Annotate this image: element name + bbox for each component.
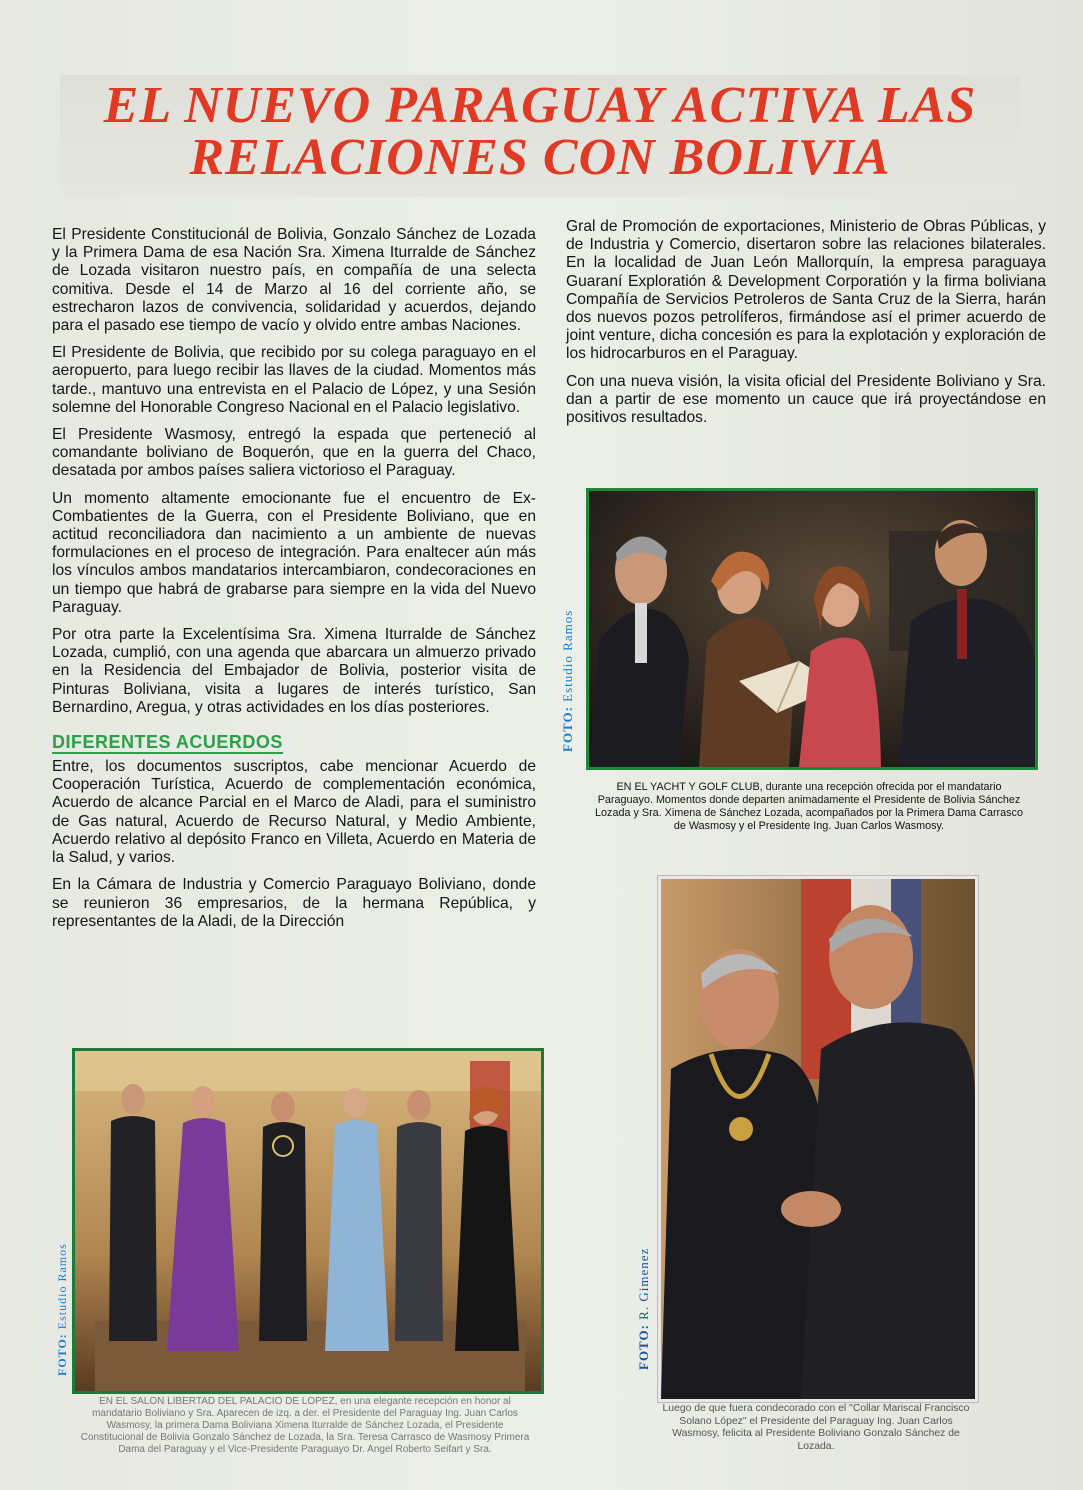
photo-image — [75, 1051, 541, 1391]
right-column — [566, 218, 1046, 436]
photo-caption: Luego de que fuera condecorado con el "Collar Mariscal Francisco Solano López" el Presidente del Paraguay Ing. Juan Carlos Wasmosy, felicita al Presidente Boliviano Gonzalo Sánchez de Lozada. — [662, 1403, 970, 1452]
photo-credit — [55, 1243, 70, 1376]
paragraph: Gral de Promoción de exportaciones, Ministerio de Obras Públicas, y de Industria y Comercio, disertaron sobre las relaciones bilaterales. En la localidad de Juan León Mallorquín, la empresa paraguaya Guaraní Exploratión & Development Corporatión y la firma boliviana Compañía de Servicios Petroleros de Santa Cruz de la Sierra, harán dos nuevos pozos petrolíferos, firmándose así el primer acuerdo de joint venture, dicha concesión es para la explotación y exploración de los hidrocarburos en el Paraguay. — [566, 218, 1046, 363]
photo-caption: EN EL SALON LIBERTAD DEL PALACIO DE LOPEZ, en una elegante recepción en honor al mandatario Boliviano y Sra. Aparecen de izq. a der. el Presidente del Paraguay Ing. Juan Carlos Wasmosy, la primera Dama Boliviana Ximena Iturralde de Sánchez Lozada, el Presidente Constitucional de Bolivia Gonzalo Sánchez de Lozada, la Sra. Teresa Carrasco de Wasmosy Primera Dama del Paraguay y el Vice-Presidente Paraguayo Dr. Angel Roberto Seifart y Sra. — [80, 1396, 530, 1455]
photo-caption: EN EL YACHT Y GOLF CLUB, durante una recepción ofrecida por el mandatario Paraguayo. Momentos donde departen animadamente el Presidente de Bolivia Sánchez Lozada y Sra. Ximena de Sánchez Lozada, acompañados por la Primera Dama Carrasco de Wasmosy y el Presidente Ing. Juan Carlos Wasmosy. — [595, 781, 1023, 832]
photo-credit — [560, 610, 576, 752]
photo-image — [661, 879, 975, 1399]
paragraph: El Presidente de Bolivia, que recibido por su colega paraguayo en el aeropuerto, para luego recibir las llaves de la ciudad. Momentos más tarde., mantuvo una entrevista en el Palacio de López, y una Sesión solemne del Honorable Congreso Nacional en el Palacio legislativo. — [52, 344, 536, 416]
photo-image — [589, 491, 1035, 767]
article-title: EL NUEVO PARAGUAY ACTIVA LAS RELACIONES CON BOLIVIA — [103, 77, 977, 186]
photo-credit — [636, 1248, 652, 1370]
section-subheading: DIFERENTES ACUERDOS — [52, 732, 283, 753]
paragraph: En la Cámara de Industria y Comercio Paraguayo Boliviano, donde se reunieron 36 empresarios, de la hermana República, y representantes de la Aladi, de la Dirección — [52, 876, 536, 930]
paragraph: El Presidente Constitucionál de Bolivia, Gonzalo Sánchez de Lozada y la Primera Dama de esa Nación Sra. Ximena Iturralde de Sánchez de Lozada visitaron nuestro país, en compañía de una selecta comitiva. Desde el 14 de Marzo al 16 del corriente año, se estrecharon lazos de convivencia, solidaridad y acuerdos, dejando para el pasado ese tiempo de vacío y olvido entre ambas Naciones. — [52, 226, 536, 335]
left-column — [52, 226, 536, 940]
paragraph: Por otra parte la Excelentísima Sra. Ximena Iturralde de Sánchez Lozada, cumplió, con una agenda que abarcara un almuerzo privado en la Residencia del Embajador de Bolivia, posterior visita de Pinturas Boliviana, visita a lugares de interés turístico, San Bernardino, Aregua, y otras actividades en los días posteriores. — [52, 626, 536, 716]
photo-credit-name: Estudio Ramos — [560, 609, 575, 702]
paragraph: Entre, los documentos suscriptos, cabe mencionar Acuerdo de Cooperación Turística, Acuerdo de complementación económica, Acuerdo de alcance Parcial en el Marco de Aladi, para el suministro de Gas natural, Acuerdo de Recurso Natural, y Medio Ambiente, Acuerdo relativo al depósito Franco en Villeta, Acuerdo en Materia de la Salud, y varios. — [52, 758, 536, 867]
photo-salon-libertad-group — [72, 1048, 544, 1394]
paragraph: Con una nueva visión, la visita oficial del Presidente Boliviano y Sra. dan a partir de ese momento un cauce que irá proyectándose en positivos resultados. — [566, 372, 1046, 427]
paragraph: El Presidente Wasmosy, entregó la espada que perteneció al comandante boliviano de Boquerón, que en la guerra del Chaco, desatada por ambos países saliera victorioso el Paraguay. — [52, 426, 536, 480]
photo-credit-prefix: FOTO: — [636, 1324, 651, 1370]
photo-reception-yacht-club — [586, 488, 1038, 770]
photo-collar-handshake — [658, 876, 978, 1402]
paragraph: Un momento altamente emocionante fue el encuentro de Ex-Combatientes de la Guerra, con el Presidente Boliviano, que en actitud reconciliadora dan nacimiento a un ambiente de nuevas formulaciones en el proceso de integración. Para enaltecer aún más los vínculos ambos mandatarios intercambiaron, condecoraciones en un tiempo que habrá de grabarse para siempre en la vida del Nuevo Paraguay. — [52, 489, 536, 616]
photo-credit-prefix: FOTO: — [560, 706, 575, 752]
photo-credit-name: Estudio Ramos — [55, 1243, 69, 1330]
photo-credit-prefix: FOTO: — [55, 1333, 69, 1376]
photo-credit-name: R. Gimenez — [636, 1247, 651, 1320]
